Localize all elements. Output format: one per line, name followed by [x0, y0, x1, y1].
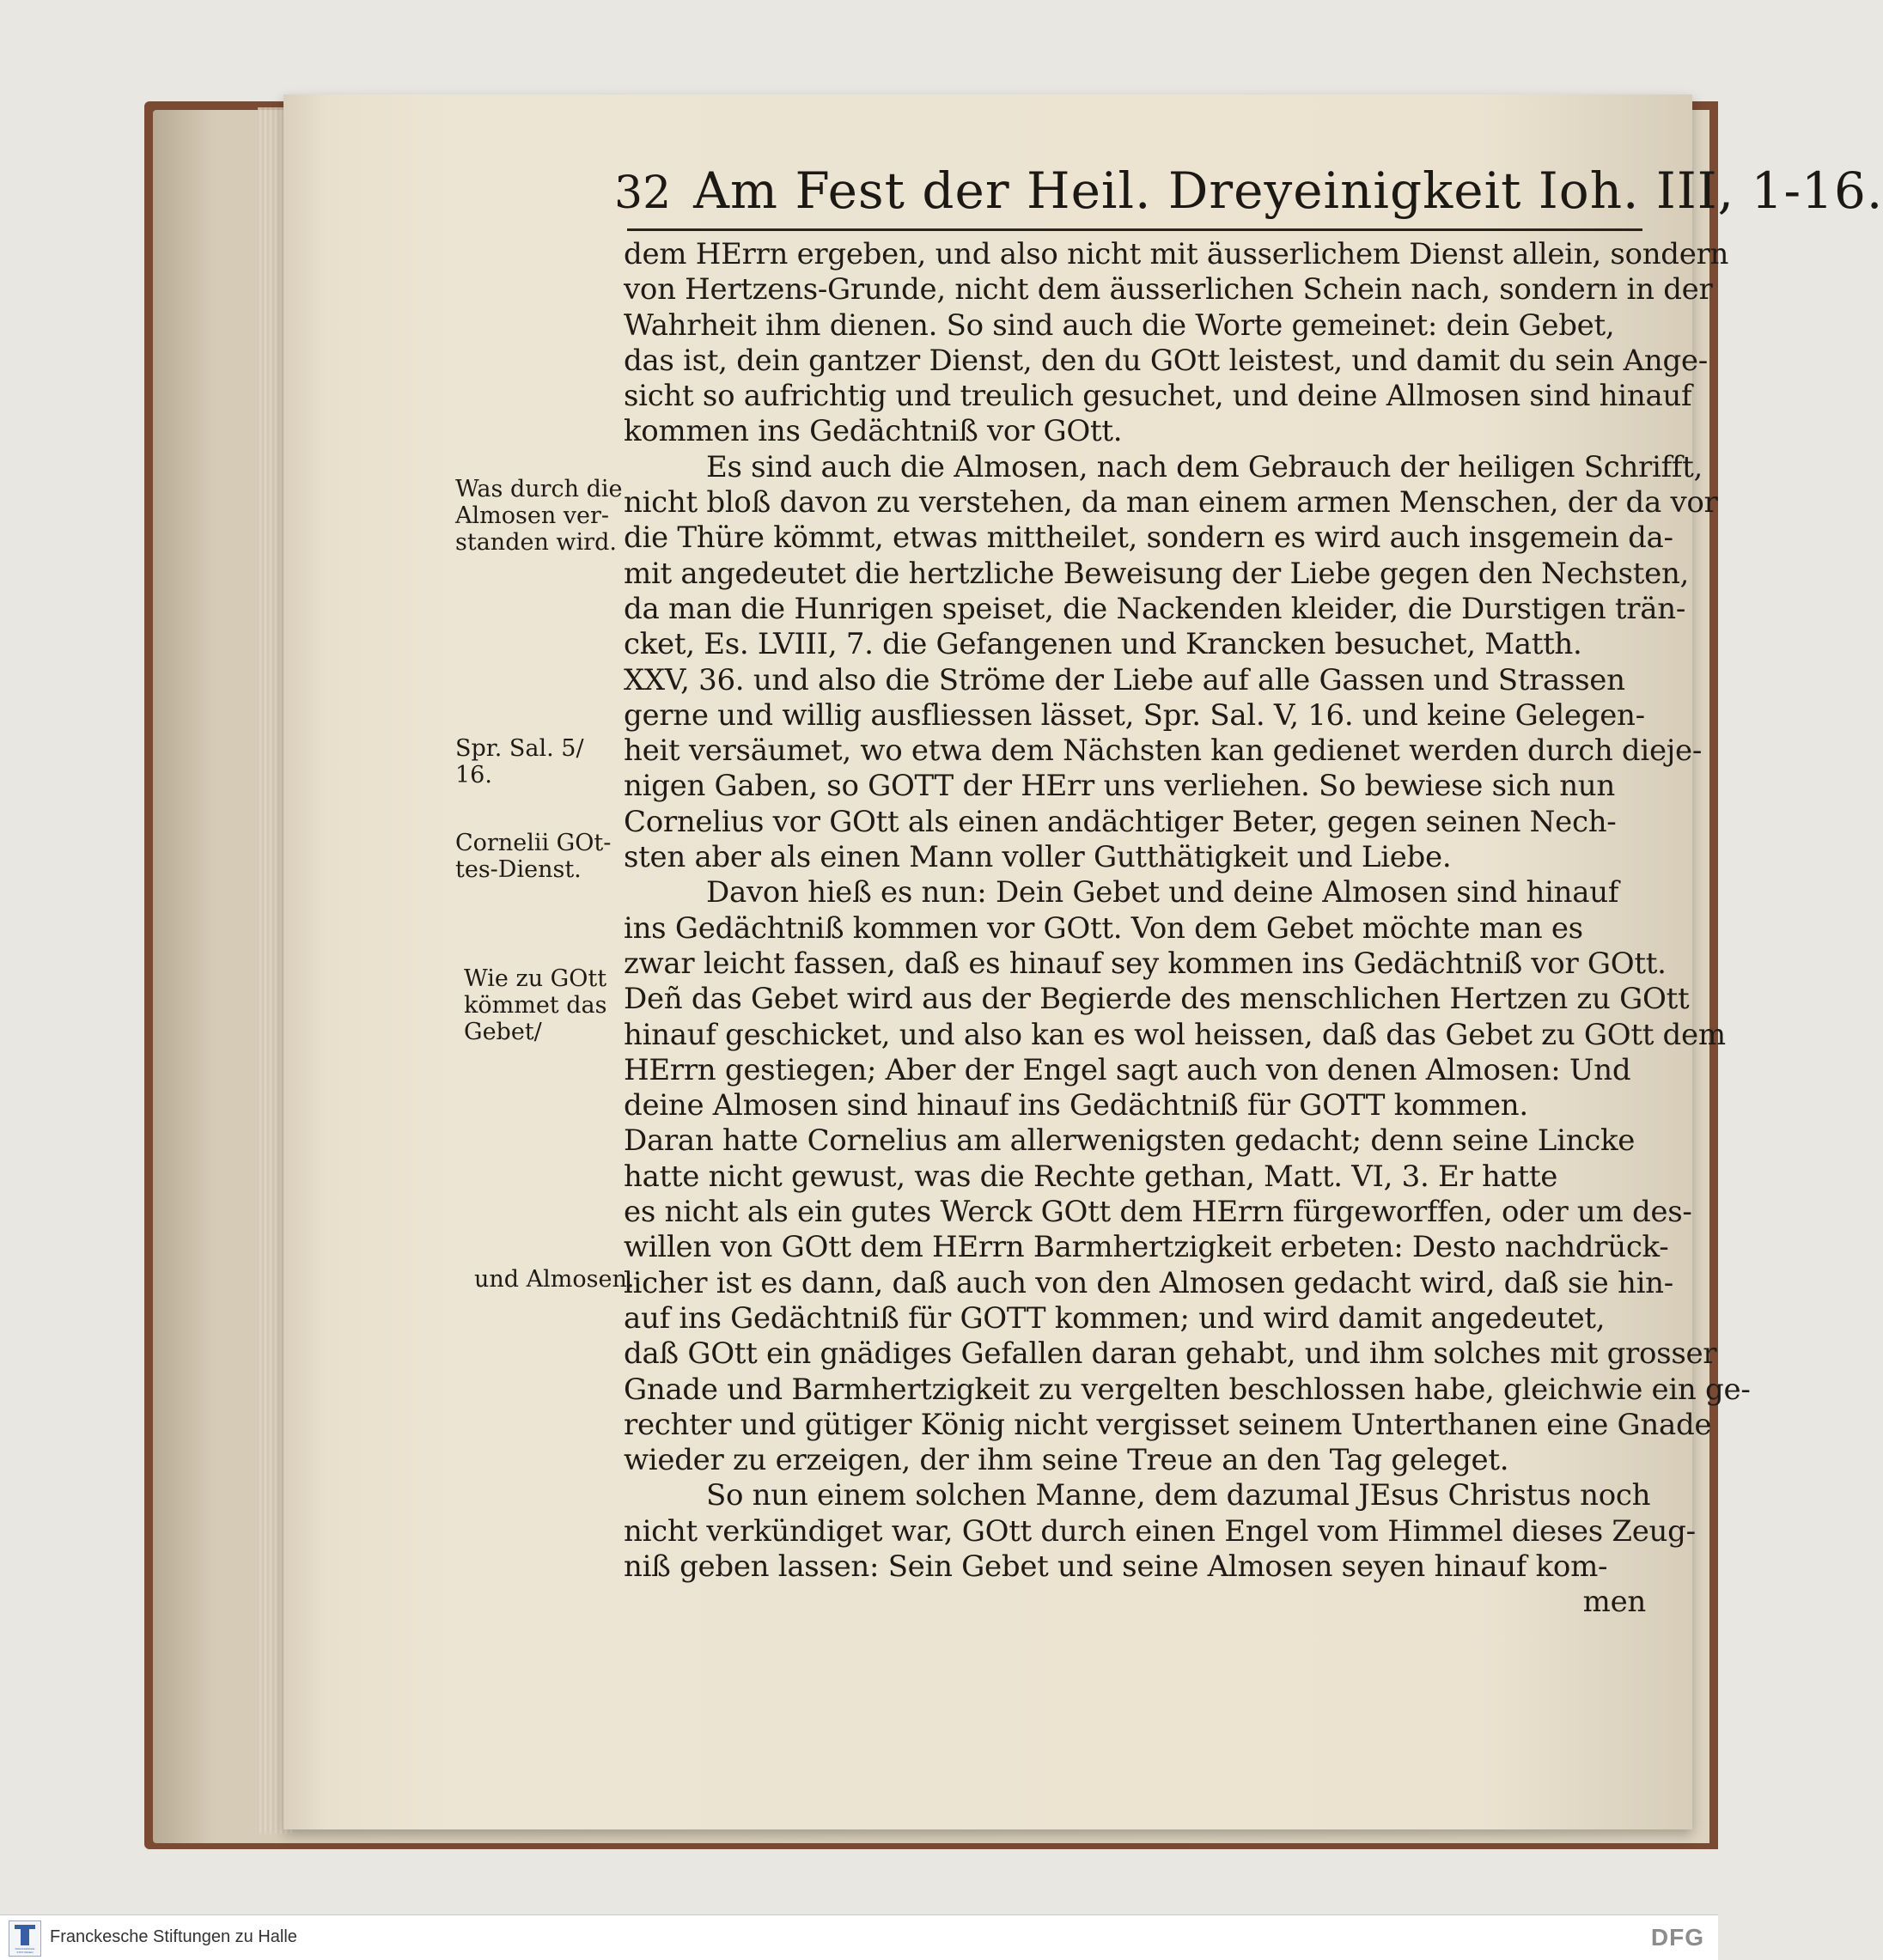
margin-note	[464, 965, 606, 1045]
margin-note	[455, 830, 611, 883]
text-line: deine Almosen sind hinauf ins Gedächtniß für GOTT kommen.	[624, 1088, 1528, 1123]
text-line: niß geben lassen: Sein Gebet und seine Almosen seyen hinauf kom-	[624, 1549, 1608, 1584]
text-line: nicht verkündiget war, GOtt durch einen Engel vom Himmel dieses Zeug-	[624, 1513, 1696, 1549]
text-line: dem HErrn ergeben, und also nicht mit äusserlichem Dienst allein, sondern	[624, 237, 1729, 271]
text-line: sten aber als einen Mann voller Gutthätigkeit und Liebe.	[624, 840, 1452, 875]
text-line: nicht bloß davon zu verstehen, da man einem armen Menschen, der da vor	[624, 485, 1718, 520]
text-line: hatte nicht gewust, was die Rechte gethan, Matt. VI, 3. Er hatte	[624, 1159, 1558, 1194]
text-line: rechter und gütiger König nicht vergisset seinem Unterthanen eine Gnade	[624, 1407, 1712, 1442]
text-line: Daran hatte Cornelius am allerwenigsten gedacht; denn seine Lincke	[624, 1123, 1636, 1159]
text-line: die Thüre kömmt, etwas mittheilet, sondern es wird auch insgemein da-	[624, 520, 1673, 556]
text-line: HErrn gestiegen; Aber der Engel sagt auch von denen Almosen: Und	[624, 1052, 1631, 1087]
margin-note-line: Was durch die	[455, 476, 623, 502]
margin-note-line: Almosen ver-	[455, 502, 610, 529]
header-rule	[627, 228, 1642, 231]
text-line: Wahrheit ihm dienen. So sind auch die Worte gemeinet: dein Gebet,	[624, 307, 1615, 343]
text-line: Gnade und Barmhertzigkeit zu vergelten beschlossen habe, gleichwie ein ge-	[624, 1372, 1751, 1407]
margin-note-line: tes-Dienst.	[455, 856, 582, 883]
text-line: von Hertzens-Grunde, nicht dem äusserlichen Schein nach, sondern in der	[624, 272, 1713, 307]
running-title: Am Fest der Heil. Dreyeinigkeit Ioh. III, 1-16.	[693, 161, 1883, 220]
text-line: wieder zu erzeigen, der ihm seine Treue an den Tag geleget.	[624, 1443, 1509, 1478]
text-line: gerne und willig ausfliessen lässet, Spr. Sal. V, 16. und keine Gelegen-	[624, 697, 1645, 733]
text-line: Deñ das Gebet wird aus der Begierde des menschlichen Hertzen zu GOtt	[624, 982, 1690, 1017]
text-line: So nun einem solchen Manne, dem dazumal JEsus Christus noch	[706, 1478, 1651, 1513]
text-line: cket, Es. LVIII, 7. die Gefangenen und Krancken besuchet, Matth.	[624, 627, 1582, 662]
text-line: daß GOtt ein gnädiges Gefallen daran gehabt, und ihm solches mit grosser	[624, 1336, 1717, 1372]
page-number: 32	[614, 167, 672, 219]
margin-note-line: Cornelii GOt-	[455, 830, 612, 856]
text-line: hinauf geschicket, und also kan es wol heissen, daß das Gebet zu GOtt dem	[624, 1017, 1726, 1052]
margin-note	[455, 476, 623, 556]
text-line: da man die Hunrigen speiset, die Nackenden kleider, die Durstigen trän-	[624, 591, 1686, 626]
margin-note-line: standen wird.	[455, 529, 617, 556]
catchword: men	[1582, 1585, 1646, 1620]
viewer-footer	[0, 1914, 1718, 1960]
text-line: Cornelius vor GOtt als einen andächtiger Beter, gegen seinen Nech-	[624, 804, 1617, 839]
margin-note-line: und Almosen.	[474, 1266, 635, 1293]
margin-note-line: Gebet/	[464, 1019, 542, 1045]
text-line: heit versäumet, wo etwa dem Nächsten kan gedienet werden durch dieje-	[624, 733, 1703, 769]
logo-caption: FRANCKESCHE STIFTUNGEN	[15, 1947, 35, 1954]
dfg-logo: DFG	[1650, 1924, 1704, 1951]
running-header	[614, 161, 1883, 230]
text-line: sicht so aufrichtig und treulich gesuchet, und deine Allmosen sind hinauf	[624, 379, 1692, 414]
text-line: zwar leicht fassen, daß es hinauf sey kommen ins Gedächtniß vor GOtt.	[624, 946, 1667, 981]
text-line: nigen Gaben, so GOTT der HErr uns verliehen. So bewiese sich nun	[624, 769, 1615, 804]
text-line: Davon hieß es nun: Dein Gebet und deine Almosen sind hinauf	[706, 875, 1619, 910]
margin-note-line: kömmet das	[464, 992, 607, 1019]
margin-note-line: Wie zu GOtt	[464, 965, 607, 992]
text-line: Es sind auch die Almosen, nach dem Gebrauch der heiligen Schrifft,	[706, 449, 1703, 484]
foundation-logo-icon	[9, 1920, 41, 1957]
margin-note-line: Spr. Sal. 5/	[455, 735, 584, 762]
text-line: ins Gedächtniß kommen vor GOtt. Von dem Gebet möchte man es	[624, 910, 1583, 946]
text-line: auf ins Gedächtniß für GOTT kommen; und wird damit angedeutet,	[624, 1300, 1606, 1336]
institution-name: Franckesche Stiftungen zu Halle	[50, 1927, 297, 1946]
text-line: XXV, 36. und also die Ströme der Liebe auf alle Gassen und Strassen	[624, 662, 1625, 697]
text-line: es nicht als ein gutes Werck GOtt dem HErrn fürgeworffen, oder um des-	[624, 1195, 1692, 1230]
text-line: das ist, dein gantzer Dienst, den du GOtt leistest, und damit du sein Ange-	[624, 343, 1708, 378]
margin-note-line: 16.	[455, 762, 492, 788]
text-line: willen von GOtt dem HErrn Barmhertzigkeit erbeten: Desto nachdrück-	[624, 1230, 1669, 1265]
text-line: licher ist es dann, daß auch von den Almosen gedacht wird, daß sie hin-	[624, 1265, 1673, 1300]
margin-note	[474, 1266, 634, 1293]
text-line: mit angedeutet die hertzliche Beweisung der Liebe gegen den Nechsten,	[624, 556, 1690, 591]
margin-note	[455, 735, 584, 788]
text-line: kommen ins Gedächtniß vor GOtt.	[624, 414, 1123, 449]
main-text	[624, 237, 1751, 1621]
